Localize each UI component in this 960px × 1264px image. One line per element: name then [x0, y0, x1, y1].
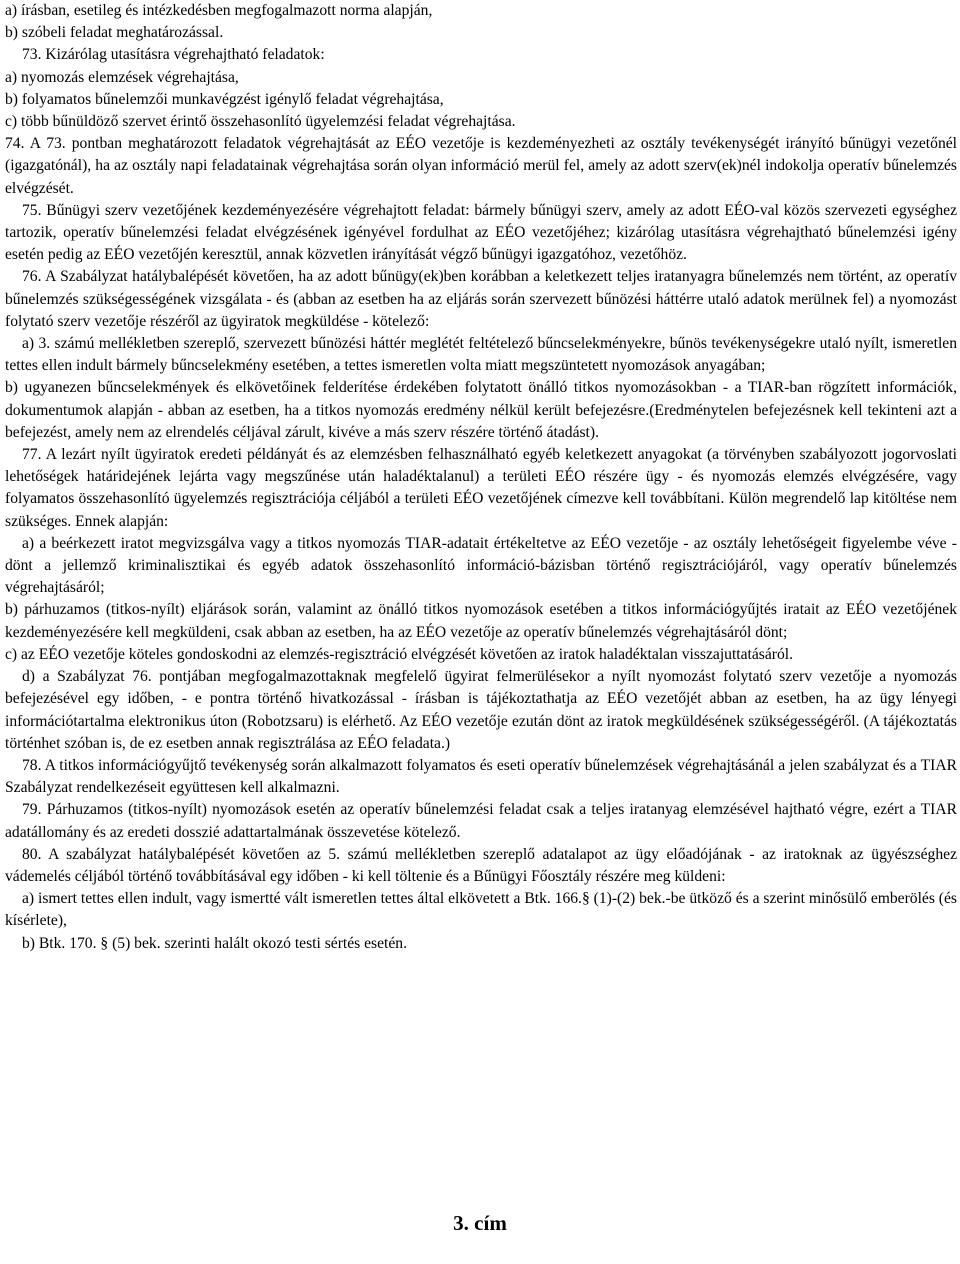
section-title: 3. cím	[453, 1211, 507, 1235]
paragraph-73-b: b) folyamatos bűnelemzői munkavégzést igénylő feladat végrehajtása,	[5, 90, 444, 108]
paragraph-77-a: a) a beérkezett iratot megvizsgálva vagy a titkos nyomozás TIAR-adatait értékeltetve az EÉO vezetője - az osztály lehetőségeit figyelembe véve - dönt a jellemző kriminalisztikai és egyéb adatok összehasonlító információ-bázisban történő regisztrációjáról, vagy operatív bűnelemzés végrehajtásáról;	[5, 534, 957, 597]
paragraph-80-a: a) ismert tettes ellen indult, vagy ismertté vált ismeretlen tettes által elkövetett a Btk. 166.§ (1)-(2) bek.-be ütköző és a szerint minősülő emberölés (és kísérlete),	[5, 890, 957, 930]
paragraph-80: 80. A szabályzat hatálybalépését követően az 5. számú mellékletben szereplő adatalapot az ügy előadójának - az iratoknak az ügyészséghez vádemelés céljából történő továbbításával egy időben - ki kell töltenie és a Bűnügyi Főosztály részére meg küldeni:	[5, 845, 957, 885]
paragraph-73: 73. Kizárólag utasításra végrehajtható feladatok:	[22, 46, 325, 64]
paragraph-77-c: c) az EÉO vezetője köteles gondoskodni az elemzés-regisztráció elvégzését követően az iratok haladéktalan visszajuttatásáról.	[5, 645, 794, 663]
paragraph-75: 75. Bűnügyi szerv vezetőjének kezdeményezésére végrehajtott feladat: bármely bűnügyi szerv, amely az adott EÉO-val közös szervezeti egységhez tartozik, operatív bűnelemzési feladat elvégzésének igényével fordulhat az EÉO vezetőjéhez; kizárólag utasításra végrehajtható bűnelemzési igény esetén pedig az EÉO vezetőjén keresztül, annak közvetlen irányítását végző bűnügyi igazgatóhoz, vezetőhöz.	[5, 201, 957, 264]
paragraph-76: 76. A Szabályzat hatálybalépését követően, ha az adott bűnügy(ek)ben korábban a keletkezett teljes iratanyagra bűnelemzés nem történt, az operatív bűnelemzés szükségességének vizsgálata - és (abban az esetben ha az eljárás során szervezett bűnözési háttérre utaló adatok merülnek fel) a nyomozást folytató szerv vezetője részéről az ügyiratok megküldése - kötelező:	[5, 268, 957, 330]
paragraph-79: 79. Párhuzamos (titkos-nyílt) nyomozások esetén az operatív bűnelemzési feladat csak a teljes iratanyag elemzésével hajtható végre, ezért a TIAR adatállomány és az eredeti dosszié adattartalmának összevetése kötelező.	[5, 801, 957, 841]
paragraph-77-b: b) párhuzamos (titkos-nyílt) eljárások során, valamint az önálló titkos nyomozások esetében a titkos információgyűjtés iratait az EÉO vezetőjének kezdeményezésére kell megküldeni, csak abban az esetben, ha az EÉO vezetője az operatív bűnelemzés végrehajtásáról dönt;	[5, 601, 957, 641]
paragraph-78: 78. A titkos információgyűjtő tevékenység során alkalmazott folyamatos és eseti operatív bűnelemzések végrehajtásánál a jelen szabályzat és a TIAR Szabályzat rendelkezéseit együttesen kell alkalmazni.	[5, 756, 957, 797]
paragraph-a-irasban: a) írásban, esetileg és intézkedésben megfogalmazott norma alapján,	[5, 2, 433, 19]
paragraph-77: 77. A lezárt nyílt ügyiratok eredeti példányát és az elemzésben felhasználható egyéb keletkezett anyagokat (a törvényben szabályozott jogorvoslati lehetőségek határidejének lejárta vagy megszűnése után haladéktalanul) a területi EÉO részére ügy - és nyomozás elemzés elvégzésére, vagy folyamatos összehasonlító ügyelemzés regisztrációja céljából a területi EÉO vezetőjének címezve kell továbbítani. Külön megrendelő lap kitöltése nem szükséges. Ennek alapján:	[5, 446, 957, 530]
paragraph-b-szobeli: b) szóbeli feladat meghatározással.	[5, 24, 224, 42]
paragraph-73-c: c) több bűnüldöző szervet érintő összehasonlító ügyelemzési feladat végrehajtása.	[5, 113, 516, 131]
paragraph-80-b: b) Btk. 170. § (5) bek. szerinti halált okozó testi sértés esetén.	[22, 934, 407, 952]
paragraph-77-d: d) a Szabályzat 76. pontjában megfogalmazottaknak megfelelő ügyirat felmerülésekor a nyílt nyomozást folytató szerv vezetője a nyomozás befejezésével egy időben, - e pontra történő hivatkozással - írásban is tájékoztathatja az EÉO vezetőjét abban az esetben, ha az ügy lényegi információtartalma elektronikus úton (Robotzsaru) is elérhető. Az EÉO vezetője ezután dönt az iratok megküldésének szükségességéről. (A tájékoztatás történhet szóban is, de ez esetben annak regisztrálása az EÉO feladata.)	[5, 668, 957, 752]
document-page	[5, 0, 957, 955]
paragraph-74: 74. A 73. pontban meghatározott feladatok végrehajtását az EÉO vezetője is kezdeményezheti az osztály tevékenységét irányító bűnügyi vezetőnél (igazgatónál), ha az osztály napi feladatainak végrehajtása során olyan információ merül fel, amely az adott szerv(ek)nél indokolja operatív bűnelemzés elvégzését.	[5, 135, 957, 197]
paragraph-76-a: a) 3. számú mellékletben szereplő, szervezett bűnözési háttér meglétét feltételező bűncselekményekre, bűnös tevékenységekre utaló nyílt, ismeretlen tettes ellen indult bármely bűncselekmény esetében, a tettes ismeretlen volta miatt megszüntetett nyomozások anyagában;	[5, 335, 957, 375]
paragraph-76-b: b) ugyanezen bűncselekmények és elkövetőinek felderítése érdekében folytatott önálló titkos nyomozásokban - a TIAR-ban rögzített információk, dokumentumok alapján - abban az esetben, ha a titkos nyomozás eredmény nélkül került befejezésre.(Eredménytelen befejezésnek kell tekinteni azt a befejezést, amely nem az elrendelés céljával zárult, kivéve a más szerv részére történő átadást).	[5, 379, 957, 441]
paragraph-73-a: a) nyomozás elemzések végrehajtása,	[5, 68, 239, 86]
